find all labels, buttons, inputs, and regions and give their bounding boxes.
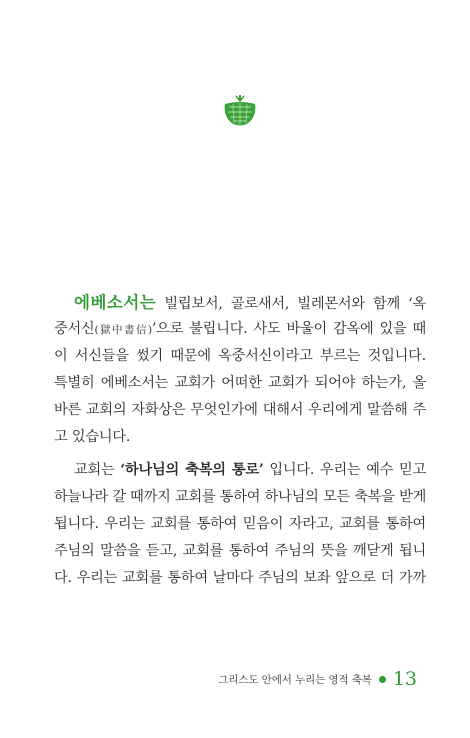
emphasis-phrase: ‘하나님의 축복의 통로’ (120, 462, 264, 478)
text-span: ’으로 불립니다. 사도 바울이 감옥에 있을 때 (151, 321, 426, 337)
paragraph-1-line-1 (54, 289, 426, 316)
paragraph-2-line-4: 주님의 말씀을 듣고, 교회를 통하여 주님의 뜻을 깨닫게 됩니 (54, 543, 426, 559)
page-footer (218, 668, 417, 690)
running-title: 그리스도 안에서 누리는 영적 축복 (218, 673, 372, 686)
lead-word: 에베소서는 (74, 293, 157, 312)
paragraph-1-line-4: 특별히 에베소서는 교회가 어떠한 교회가 되어야 하는가, 올 (54, 375, 426, 391)
page-number: 13 (392, 668, 417, 690)
text-span: 빌립보서, 골로새서, 빌레몬서와 함께 ‘옥 (156, 296, 426, 312)
green-basket-icon (221, 92, 259, 130)
paragraph-2-line-3: 됩니다. 우리는 교회를 통하여 믿음이 자라고, 교회를 통하여 (54, 516, 426, 532)
text-span: 교회는 (74, 462, 121, 478)
body-text (54, 289, 426, 592)
hanja-annotation: (獄中書信) (94, 324, 152, 336)
paragraph-2-line-5: 다. 우리는 교회를 통하여 날마다 주님의 보좌 앞으로 더 가까 (54, 570, 426, 586)
text-span: 입니다. 우리는 예수 믿고 (263, 462, 426, 478)
bullet-dot-icon (379, 676, 386, 683)
paragraph-1-line-5: 바른 교회의 자화상은 무엇인가에 대해서 우리에게 말씀해 주 (54, 402, 426, 418)
paragraph-1-line-3: 이 서신들을 썼기 때문에 옥중서신이라고 부르는 것입니다. (54, 348, 426, 364)
paragraph-2-line-1 (54, 457, 426, 484)
text-span: 중서신 (54, 321, 95, 337)
paragraph-2-line-2: 하늘나라 갈 때까지 교회를 통하여 하나님의 모든 축복을 받게 (54, 489, 427, 505)
paragraph-1-line-2 (54, 316, 426, 343)
paragraph-1-line-6: 고 있습니다. (54, 429, 131, 445)
